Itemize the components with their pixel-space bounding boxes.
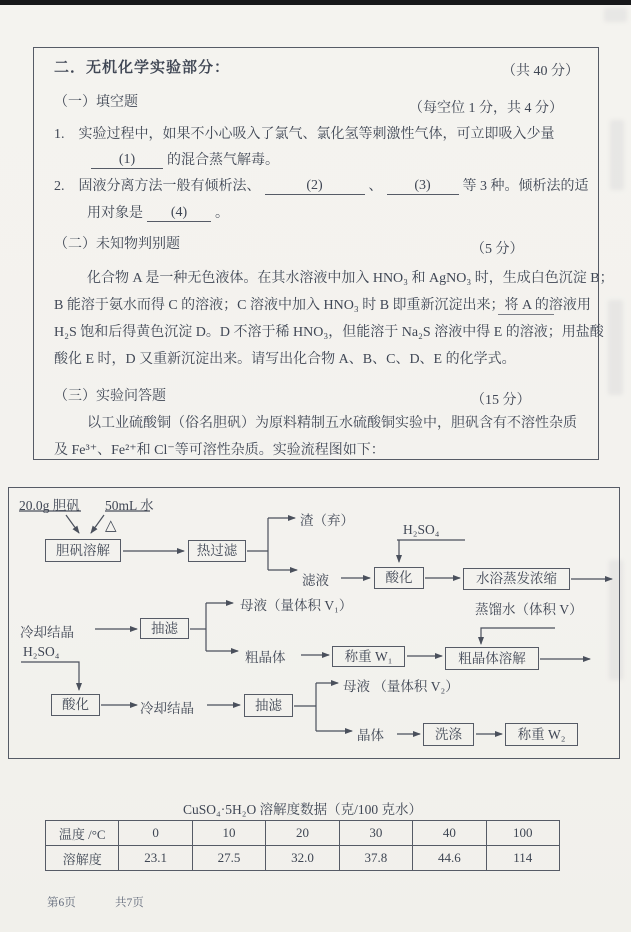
flow-label-h2so4-bottom: H₂SO₄ (23, 644, 60, 659)
flow-label-filtrate: 滤液 (302, 573, 329, 588)
part3-line-1: 以工业硫酸铜（俗名胆矾）为原料精制五水硫酸铜实验中，胆矾含有不溶性杂质 (87, 416, 577, 431)
q2-text-d: 。 (215, 206, 229, 221)
part2-line-1: 化合物 A 是一种无色液体。在其水溶液中加入 HNO₃ 和 AgNO₃ 时，生成白色沉淀 B； (87, 271, 614, 286)
q1-line-1: 1. 实验过程中，如果不小心吸入了氯气、氯化氢等刺激性气体，可立即吸入少量 (54, 127, 555, 142)
part2-points: （5 分） (471, 242, 524, 257)
q2-line-2 (87, 205, 229, 222)
heat-triangle-icon: △ (105, 518, 117, 534)
table-cell: 37.8 (339, 846, 412, 871)
scanner-edge-artifact (0, 0, 631, 5)
blank-2: (2) (265, 178, 365, 195)
table-row-header: 温度 /°C (46, 821, 119, 846)
flow-box-suction-filter-1: 抽滤 (140, 618, 189, 639)
footer-page-number: 第6页 (47, 897, 76, 909)
section-points: （共 40 分） (502, 64, 579, 79)
solubility-table (45, 820, 560, 871)
blank-4: (4) (147, 205, 211, 222)
flow-label-h2so4-top: H₂SO₄ (403, 522, 440, 537)
table-cell: 27.5 (192, 846, 265, 871)
table-cell: 10 (192, 821, 265, 846)
part1-heading: （一）填空题 (54, 95, 138, 110)
blank-1: (1) (91, 152, 163, 169)
bleed-through-mark (604, 8, 627, 22)
bleed-through-mark (610, 120, 624, 190)
section-heading: 二．无机化学实验部分： (54, 60, 231, 76)
q2-text-c: 用对象是 (87, 206, 143, 221)
flow-label-crude-crystal: 粗晶体 (245, 650, 286, 665)
flow-box-acidify-bottom: 酸化 (51, 694, 100, 716)
bleed-through-mark (608, 300, 623, 395)
flow-label-mother-liquor-1: 母液（量体积 V₁） (240, 598, 353, 613)
flow-box-weigh-1: 称重 W₁ (332, 646, 405, 667)
table-cell: 0 (119, 821, 192, 846)
flow-label-residue: 渣（弃） (300, 513, 354, 528)
table-cell: 30 (339, 821, 412, 846)
handwritten-underline-artifact (498, 314, 554, 315)
question-section-box (33, 47, 614, 460)
table-cell: 23.1 (119, 846, 192, 871)
q2-line-1 (54, 178, 589, 195)
part1-points: （每空位 1 分，共 4 分） (409, 101, 563, 116)
part3-points: （15 分） (471, 393, 531, 408)
part2-heading: （二）未知物判别题 (54, 237, 180, 252)
table-row-header: 溶解度 (46, 846, 119, 871)
part3-heading: （三）实验问答题 (54, 389, 166, 404)
flow-label-cooling-1: 冷却结晶 (20, 625, 74, 640)
flow-box-evaporate: 水浴蒸发浓缩 (463, 568, 570, 590)
flow-box-hot-filter: 热过滤 (188, 540, 246, 562)
flow-box-dissolve: 胆矾溶解 (45, 539, 121, 562)
table-cell: 20 (266, 821, 339, 846)
table-cell: 40 (413, 821, 486, 846)
table-cell: 44.6 (413, 846, 486, 871)
flow-box-wash: 洗涤 (423, 723, 474, 746)
table-cell: 100 (486, 821, 559, 846)
q2-comma: 、 (368, 179, 383, 194)
flow-label-crystal: 晶体 (357, 728, 384, 743)
flow-label-cooling-2: 冷却结晶 (140, 701, 194, 716)
blank-3: (3) (387, 178, 459, 195)
flowchart-box (8, 487, 620, 759)
footer-page-total: 共7页 (115, 897, 144, 909)
table-cell: 32.0 (266, 846, 339, 871)
table-title: CuSO₄·5H₂O 溶解度数据（克/100 克水） (183, 802, 422, 817)
part2-line-4: 酸化 E 时，D 又重新沉淀出来。请写出化合物 A、B、C、D、E 的化学式。 (54, 352, 516, 367)
flow-box-weigh-2: 称重 W₂ (505, 723, 578, 746)
flow-input-copper: 20.0g 胆矾 (19, 498, 80, 513)
part2-line-3: H₂S 饱和后得黄色沉淀 D。D 不溶于稀 HNO₃，但能溶于 Na₂S 溶液中得 E 的溶液；用盐酸 (54, 325, 604, 340)
q1-line-2 (87, 152, 279, 169)
flow-label-mother-liquor-2: 母液 （量体积 V₂） (343, 679, 459, 694)
table-row (46, 821, 560, 846)
table-cell: 114 (486, 846, 559, 871)
part2-line-2: B 能溶于氨水而得 C 的溶液；C 溶液中加入 HNO₃ 时 B 即重新沉淀出来；将 A 的溶液用 (54, 298, 591, 313)
flow-label-distilled-water: 蒸馏水（体积 V） (475, 602, 583, 617)
flow-box-suction-filter-2: 抽滤 (244, 694, 293, 717)
flow-box-redissolve: 粗晶体溶解 (445, 647, 539, 670)
flow-input-water: 50mL 水 (105, 498, 154, 513)
flow-box-acidify-top: 酸化 (374, 567, 424, 589)
q2-text-b: 等 3 种。倾析法的适 (462, 179, 589, 194)
q1-line-2-text: 的混合蒸气解毒。 (167, 153, 279, 168)
part3-line-2: 及 Fe³⁺、Fe²⁺和 Cl⁻等可溶性杂质。实验流程图如下： (54, 443, 385, 458)
table-row (46, 846, 560, 871)
q2-text-a: 2. 固液分离方法一般有倾析法、 (54, 179, 261, 194)
